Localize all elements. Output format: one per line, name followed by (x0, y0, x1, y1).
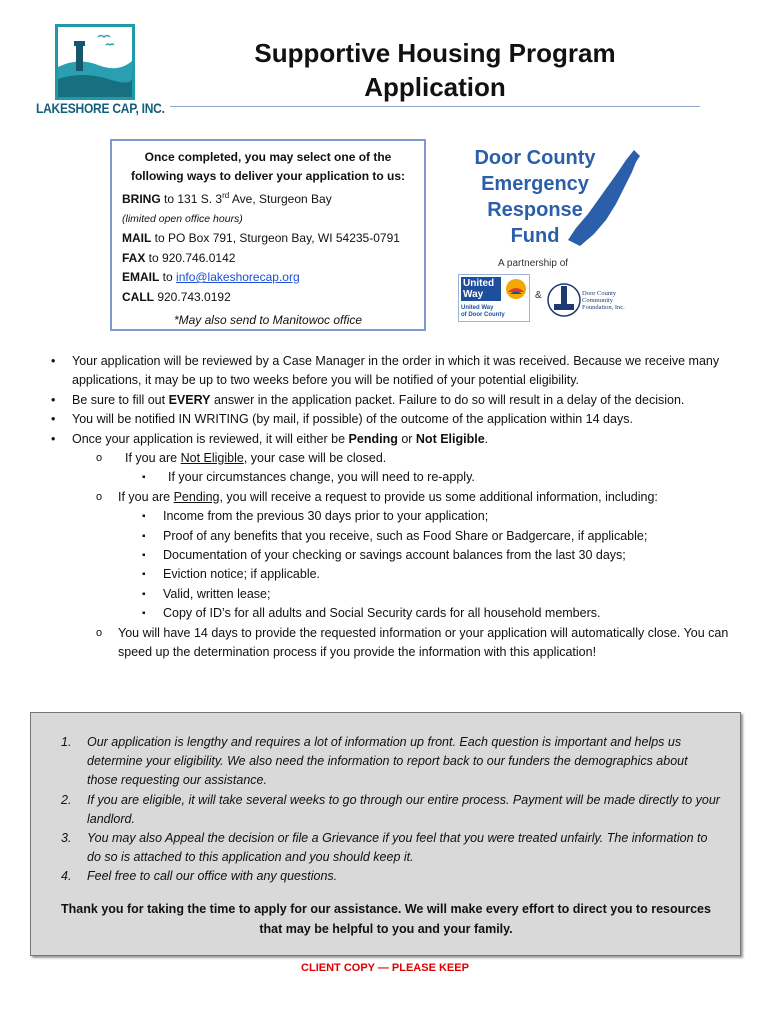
bring-line (122, 186, 424, 210)
uw-line-2: Way (463, 289, 484, 300)
bring-label: BRING (122, 192, 161, 206)
call-label: CALL (122, 289, 154, 304)
partnership-label: A partnership of (498, 258, 569, 269)
fax-line (122, 249, 424, 269)
note-item: 1. Our application is lengthy and requires a lot of information up front. Each question is important and helps us determine your eligibility. We also need the information to report back to our funders the demographics about those requesting our assistance. (61, 735, 688, 788)
note-item: 2. If you are eligible, it will take several weeks to go through our entire process. Payment will be made directly to your landlord. (61, 792, 720, 826)
list-item: • Once your application is reviewed, it will either be Pending or Not Eligible. (50, 430, 750, 449)
delivery-header-line-2: following ways to deliver your application to us: (130, 169, 406, 183)
manitowoc-note: *May also send to Manitowoc office (173, 313, 363, 327)
not-eligible-sub-item: ▪ If your circumstances change, you will need to re-apply. (50, 468, 750, 487)
fund-line-3: Response (487, 199, 583, 221)
title-line-1: Supportive Housing Program (254, 38, 616, 68)
uw-line-1: United (463, 278, 495, 289)
pending-item: o If you are Pending, you will receive a request to provide us some additional information, including: (50, 488, 750, 507)
fund-line-1: Door County (474, 147, 596, 169)
fax-label: FAX (122, 250, 146, 265)
uw-small-1: United Way (461, 305, 494, 311)
title-line-2: Application (364, 72, 506, 102)
note-item: 4. Feel free to call our office with any questions. (61, 869, 338, 884)
pending-sub-item: ▪ Income from the previous 30 days prior to your application; (50, 507, 750, 526)
instructions-list (50, 352, 750, 663)
fund-line-4: Fund (510, 225, 560, 247)
pending-sub-item: ▪ Documentation of your checking or savings account balances from the last 30 days; (50, 546, 750, 565)
ampersand: & (535, 290, 542, 301)
uw-small-2: of Door County (461, 312, 505, 318)
pending-sub-item: ▪ Proof of any benefits that you receive, such as Food Share or Badgercare, if applicable; (50, 527, 750, 546)
bring-sup: rd (222, 191, 230, 200)
community-foundation-logo (546, 274, 634, 326)
list-item: • You will be notified IN WRITING (by mail, if possible) of the outcome of the application within 14 days. (50, 410, 750, 429)
org-name: LAKESHORE CAP, INC. (36, 100, 165, 116)
delivery-header (112, 148, 424, 186)
pending-sub-item: ▪ Valid, written lease; (50, 585, 750, 604)
fund-line-2: Emergency (481, 173, 589, 195)
mail-address: to PO Box 791, Sturgeon Bay, WI 54235-0791 (151, 231, 400, 245)
call-number: 920.743.0192 (154, 289, 231, 304)
mail-label: MAIL (122, 231, 152, 245)
mail-line (122, 229, 424, 249)
bring-address-a: to 131 S. 3 (160, 192, 223, 206)
important-notes-box (30, 712, 741, 956)
lakeshore-logo (55, 24, 135, 100)
delivery-options-box (110, 139, 426, 331)
dccf-line-2: Community (582, 297, 614, 304)
lighthouse-circle-icon (546, 274, 582, 326)
email-to: to (159, 270, 177, 284)
pending-sub-item: ▪ Eviction notice; if applicable. (50, 565, 750, 584)
pending-sub-item: ▪ Copy of ID’s for all adults and Social Security cards for all household members. (50, 604, 750, 623)
door-county-map-icon (562, 148, 644, 248)
united-way-hand-icon (505, 278, 527, 300)
dccf-line-3: Foundation, Inc. (582, 304, 625, 311)
note-item: 3. You may also Appeal the decision or file a Grievance if you feel that you were treated unfairly. The information to do so is attached to this application and you should keep it. (61, 831, 708, 865)
email-link[interactable]: info@lakeshorecap.org (176, 270, 300, 284)
page-title (200, 36, 670, 104)
united-way-logo (458, 274, 530, 322)
title-divider (170, 106, 700, 107)
fax-number: to 920.746.0142 (145, 250, 236, 265)
list-item: • Your application will be reviewed by a Case Manager in the order in which it was received. Because we receive many applications, it may be up to two weeks before you will be notified of your potential eligibility. (50, 352, 750, 391)
fourteen-days-item: o You will have 14 days to provide the requested information or your application will automatically close. You can speed up the determination process if you provide the information with this application! (50, 624, 750, 663)
delivery-header-line-1: Once completed, you may select one of the (144, 150, 392, 164)
thank-you-message: Thank you for taking the time to apply for our assistance. We will make every effort to direct you to resources that may be helpful to you and your family. (61, 902, 711, 936)
list-item: • Be sure to fill out EVERY answer in the application packet. Failure to do so will result in a delay of the decision. (50, 391, 750, 410)
not-eligible-item: o If you are Not Eligible, your case will be closed. (50, 449, 750, 468)
bring-address-b: Ave, Sturgeon Bay (229, 192, 332, 206)
dccf-line-1: Door County (582, 290, 617, 297)
call-line (122, 288, 424, 308)
email-label: EMAIL (122, 270, 160, 284)
notes-list (61, 733, 721, 887)
client-copy-label: CLIENT COPY — PLEASE KEEP (301, 962, 469, 974)
office-hours: (limited open office hours) (122, 212, 243, 225)
lighthouse-icon (58, 27, 132, 97)
email-line (122, 268, 424, 288)
